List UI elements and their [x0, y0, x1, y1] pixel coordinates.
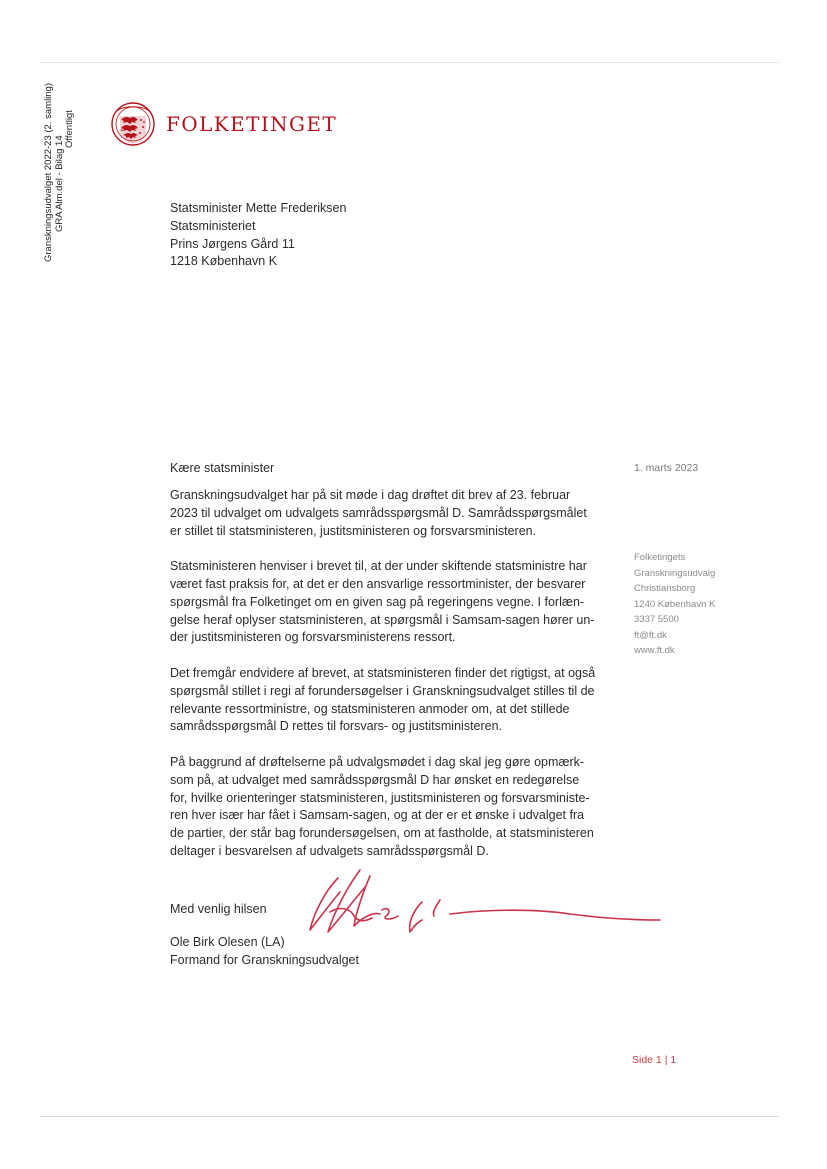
recipient-city: 1218 København K	[170, 254, 278, 269]
recipient-org: Statsministeriet	[170, 218, 256, 233]
scan-edge-bottom	[40, 1116, 779, 1117]
sender-web: www.ft.dk	[634, 645, 675, 656]
text-line: været fast praksis for, at det er den ansvarlige ressortminister, der besvarer	[170, 576, 586, 591]
document-stamp	[44, 83, 76, 262]
text-line: På baggrund af drøftelserne på udvalgsmødet i dag skal jeg gøre opmærk-	[170, 754, 585, 769]
sender-info	[634, 550, 715, 659]
paragraph	[170, 754, 610, 861]
text-line: deltager i besvarelsen af udvalgets samrådsspørgsmål D.	[170, 843, 489, 858]
text-line: for, hvilke orienteringer statsministeren, justitsministeren og forsvarsministe-	[170, 790, 590, 805]
sender-line: Granskningsudvalg	[634, 567, 716, 579]
paragraph	[170, 558, 610, 647]
sender-line: 1240 København K	[634, 598, 716, 610]
folketinget-logo	[109, 100, 337, 148]
letter-body	[170, 487, 610, 879]
text-line: 2023 til udvalget om udvalgets samrådsspørgsmål D. Samrådsspørgsmålet	[170, 505, 587, 520]
text-line: de partier, der står bag forundersøgelsen, om at fastholde, at statsministeren	[170, 826, 594, 841]
logo-wordmark: FOLKETINGET	[166, 112, 338, 136]
text-line: der justitsministeren og forsvarsministerens ressort.	[170, 630, 456, 645]
text-line: Det fremgår endvidere af brevet, at statsministeren finder det rigtigst, at også	[170, 665, 596, 680]
page-number: Side 1 | 1	[632, 1054, 677, 1066]
stamp-line: Granskningsudvalget 2022-23 (2. samling)	[43, 82, 54, 262]
handwritten-signature	[300, 860, 670, 940]
text-line: ren hver især har fået i Samsam-sagen, og at der er et ønske i udvalget fra	[170, 808, 585, 823]
text-line: Statsministeren henviser i brevet til, at der under skiftende statsministre har	[170, 559, 587, 574]
sender-email: ft@ft.dk	[634, 629, 667, 641]
signer-name: Ole Birk Olesen (LA)	[170, 935, 285, 949]
closing: Med venlig hilsen	[170, 902, 267, 916]
text-line: spørgsmål stillet i regi af forundersøgelser i Granskningsudvalget stilles til de	[170, 683, 595, 698]
stamp-line: GRA Alm.del - Bilag 14	[53, 135, 65, 232]
text-line: samrådsspørgsmål D rettes til forsvars- og justitsministeren.	[170, 719, 503, 734]
sender-phone: 3337 5500	[634, 614, 679, 625]
scan-edge-top	[40, 62, 779, 63]
text-line: relevante ressortministre, og statsministeren anmoder om, at det stillede	[170, 701, 570, 716]
paragraph	[170, 665, 610, 736]
sender-line: Christiansborg	[634, 583, 696, 594]
signer-block	[170, 934, 359, 970]
letter-date: 1. marts 2023	[634, 462, 699, 474]
text-line: er stillet til statsministeren, justitsministeren og forsvarsministeren.	[170, 523, 537, 538]
text-line: gelse heraf oplyser statsministeren, at spørgsmål i Samsam-sagen hører un-	[170, 612, 595, 627]
sender-line: Folketingets	[634, 552, 686, 563]
text-line: spørgsmål fra Folketinget om en given sag på regeringens vegne. I forlæn-	[170, 594, 585, 609]
recipient-street: Prins Jørgens Gård 11	[170, 236, 295, 251]
recipient-address	[170, 200, 346, 271]
text-line: Granskningsudvalget har på sit møde i dag drøftet dit brev af 23. februar	[170, 488, 571, 502]
text-line: som på, at udvalget med samrådsspørgsmål D har ønsket en redegørelse	[170, 772, 580, 787]
salutation: Kære statsminister	[170, 461, 275, 475]
recipient-name: Statsminister Mette Frederiksen	[170, 201, 347, 215]
stamp-line: Offentligt	[64, 110, 75, 148]
paragraph	[170, 487, 610, 540]
signer-title: Formand for Granskningsudvalget	[170, 952, 359, 967]
coat-of-arms-icon	[109, 100, 157, 148]
